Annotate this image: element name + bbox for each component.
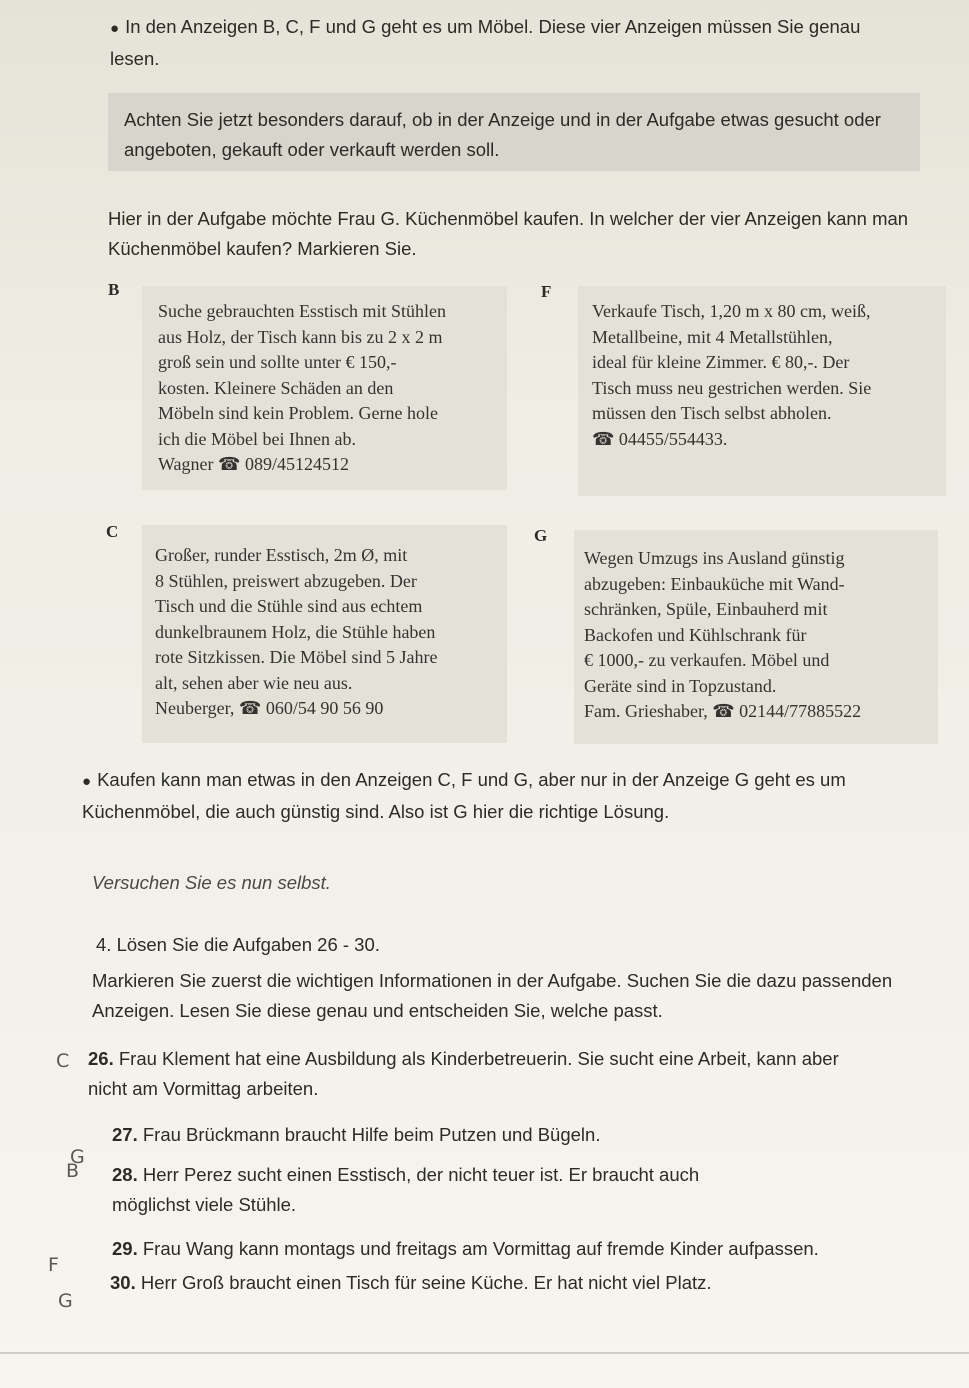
- question-28: [112, 1160, 772, 1220]
- ad-line: ich die Möbel bei Ihnen ab.: [158, 428, 356, 449]
- question-text: Frau Wang kann montags und freitags am Vormittag auf fremde Kinder aufpassen.: [142, 1238, 819, 1259]
- ad-line: groß sein und sollte unter € 150,-: [158, 352, 397, 372]
- bullet-icon: ●: [82, 773, 92, 790]
- explanation-paragraph: [82, 765, 922, 827]
- intro-text: In den Anzeigen B, C, F und G geht es um Möbel. Diese vier Anzeigen müssen Sie genau lesen.: [110, 16, 861, 69]
- ad-line: Backofen und Kühlschrank für: [584, 624, 807, 645]
- question-26: [88, 1044, 878, 1104]
- question-number: 30.: [110, 1272, 136, 1293]
- ad-line: ☎ 04455/554433.: [592, 428, 728, 449]
- question-text: Herr Perez sucht einen Esstisch, der nicht teuer ist. Er braucht auch möglichst viele Stühle.: [112, 1164, 700, 1215]
- ad-line: Verkaufe Tisch, 1,20 m x 80 cm, weiß,: [592, 301, 871, 321]
- handwritten-answer: C: [56, 1050, 70, 1072]
- ad-line: € 1000,- zu verkaufen. Möbel und: [584, 650, 830, 670]
- question-number: 29.: [112, 1238, 138, 1259]
- question-27: [112, 1120, 902, 1150]
- ad-line: Fam. Grieshaber, ☎ 02144/77885522: [584, 701, 862, 721]
- ad-line: abzugeben: Einbauküche mit Wand-: [584, 573, 845, 594]
- ad-f-letter: F: [541, 282, 552, 301]
- handwritten-answer: G: [58, 1290, 73, 1312]
- ad-line: schränken, Spüle, Einbauherd mit: [584, 599, 828, 619]
- exercise-intro: Markieren Sie zuerst die wichtigen Informationen in der Aufgabe. Suchen Sie die dazu passenden Anzeigen. Lesen Sie diese genau und entscheiden Sie, welche passt.: [92, 970, 893, 1021]
- ad-b-letter: B: [108, 280, 120, 299]
- ad-line: dunkelbraunem Holz, die Stühle haben: [155, 621, 436, 642]
- ad-line: Wagner ☎ 089/45124512: [158, 454, 349, 474]
- ad-g-letter: G: [534, 526, 548, 545]
- question-text: Frau Klement hat eine Ausbildung als Kinderbetreuerin. Sie sucht eine Arbeit, kann aber nicht am Vormittag arbeiten.: [88, 1048, 839, 1099]
- ad-line: Suche gebrauchten Esstisch mit Stühlen: [158, 301, 446, 321]
- ad-line: Tisch muss neu gestrichen werden. Sie: [592, 377, 872, 398]
- ad-line: kosten. Kleinere Schäden an den: [158, 377, 394, 398]
- ad-line: 8 Stühlen, preiswert abzugeben. Der: [155, 570, 417, 591]
- ad-line: Großer, runder Esstisch, 2m Ø, mit: [155, 545, 408, 565]
- ad-line: müssen den Tisch selbst abholen.: [592, 403, 832, 423]
- explanation-text: Kaufen kann man etwas in den Anzeigen C, F und G, aber nur in der Anzeige G geht es um Küchenmöbel, die auch günstig sind. Also ist G hier die richtige Lösung.: [82, 769, 846, 822]
- ad-line: aus Holz, der Tisch kann bis zu 2 x 2 m: [158, 326, 443, 347]
- handwritten-answer: G: [70, 1146, 85, 1168]
- ad-c-letter: C: [106, 522, 119, 541]
- bullet-icon: ●: [110, 20, 120, 37]
- question-text: Frau Brückmann braucht Hilfe beim Putzen und Bügeln.: [142, 1124, 601, 1145]
- ad-c-text: [155, 543, 505, 722]
- ad-line: Neuberger, ☎ 060/54 90 56 90: [155, 698, 384, 718]
- highlight-text: Achten Sie jetzt besonders darauf, ob in der Anzeige und in der Aufgabe etwas gesucht oder angeboten, gekauft oder verkauft werden soll.: [124, 109, 881, 160]
- ad-line: Metallbeine, mit 4 Metallstühlen,: [592, 326, 833, 347]
- ad-line: Wegen Umzugs ins Ausland günstig: [584, 548, 845, 568]
- page-divider: [0, 1352, 969, 1354]
- question-29: [112, 1234, 932, 1264]
- ad-g-text: [584, 546, 934, 725]
- try-yourself-text: Versuchen Sie es nun selbst.: [92, 872, 331, 893]
- task-text: Hier in der Aufgabe möchte Frau G. Küchenmöbel kaufen. In welcher der vier Anzeigen kann man Küchenmöbel kaufen? Markieren Sie.: [108, 208, 909, 259]
- ad-f-text: [592, 299, 942, 452]
- intro-paragraph: [110, 12, 910, 74]
- ad-b-text: [158, 299, 498, 478]
- exercise-heading: 4. Lösen Sie die Aufgaben 26 - 30.: [96, 934, 380, 955]
- handwritten-answer: F: [48, 1254, 59, 1276]
- ad-line: ideal für kleine Zimmer. € 80,-. Der: [592, 352, 850, 372]
- question-number: 28.: [112, 1164, 138, 1185]
- question-number: 27.: [112, 1124, 138, 1145]
- question-text: Herr Groß braucht einen Tisch für seine Küche. Er hat nicht viel Platz.: [140, 1272, 712, 1293]
- ad-line: Möbeln sind kein Problem. Gerne hole: [158, 403, 438, 423]
- question-30: [110, 1268, 930, 1298]
- question-number: 26.: [88, 1048, 114, 1069]
- ad-line: rote Sitzkissen. Die Möbel sind 5 Jahre: [155, 647, 438, 667]
- handwritten-answer: B: [66, 1160, 80, 1182]
- ad-line: alt, sehen aber wie neu aus.: [155, 672, 353, 693]
- ad-line: Geräte sind in Topzustand.: [584, 675, 777, 696]
- ad-line: Tisch und die Stühle sind aus echtem: [155, 596, 423, 616]
